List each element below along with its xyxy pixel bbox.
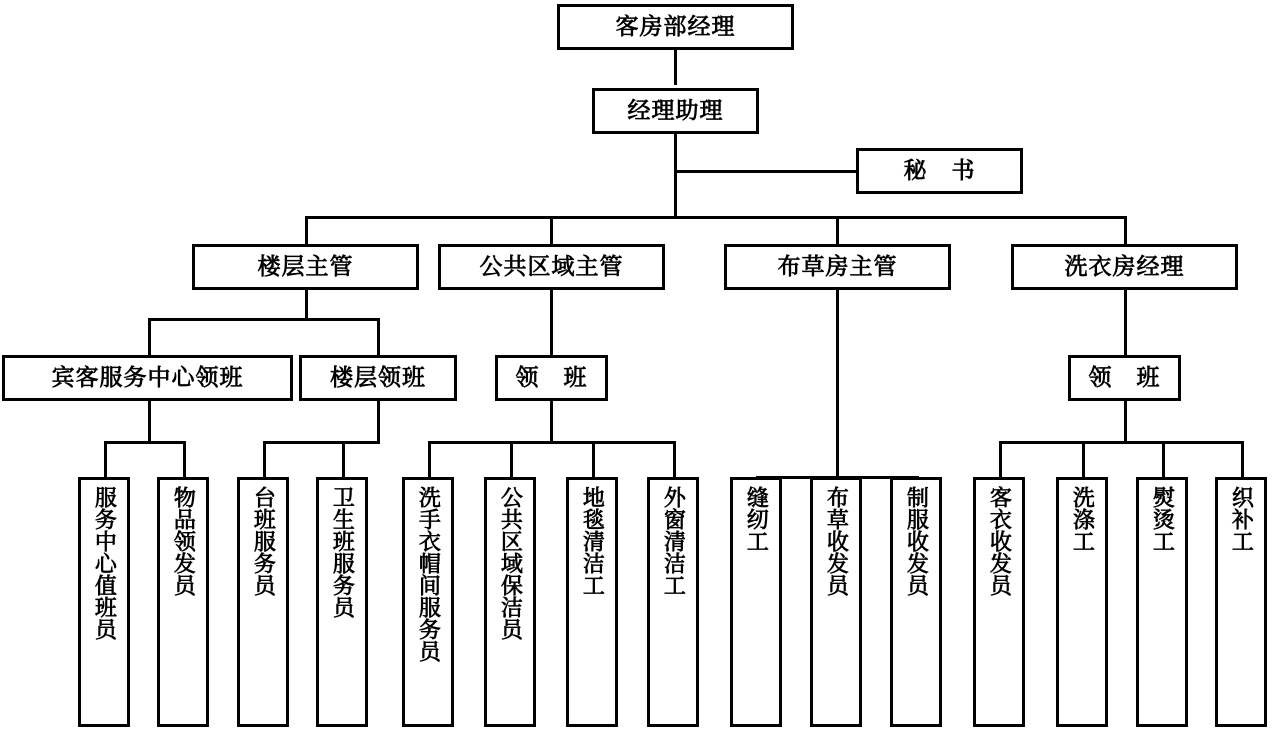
node-sanitation-shift-attendant[interactable]: 卫生班服务员 [316, 477, 368, 727]
connector-drop-guest-clothes-clerk [999, 441, 1002, 477]
connector-guest-center-bus [104, 441, 186, 444]
connector-drop-desk-attendant [263, 441, 266, 477]
connector-drop-washing-worker [1082, 441, 1085, 477]
connector-drop-public-area-supervisor [550, 216, 553, 244]
connector-floor-supervisor-down [305, 290, 308, 320]
connector-floor-leader-down [377, 401, 380, 443]
node-public-area-leader[interactable]: 领 班 [495, 355, 608, 401]
node-floor-supervisor[interactable]: 楼层主管 [192, 244, 419, 290]
connector-drop-sanitation-attendant [342, 441, 345, 477]
node-washroom-cloakroom-attendant[interactable]: 洗手衣帽间服务员 [402, 477, 454, 727]
connector-floor-supervisor-bus [148, 318, 380, 321]
node-public-area-cleaner[interactable]: 公共区域保洁员 [484, 477, 536, 727]
connector-public-leader-bus [428, 441, 676, 444]
node-washing-worker[interactable]: 洗涤工 [1056, 477, 1108, 727]
connector-assistant-down [674, 134, 677, 218]
node-guest-service-center-leader[interactable]: 宾客服务中心领班 [2, 355, 293, 401]
connector-drop-linen-supervisor [836, 216, 839, 244]
connector-drop-ironing-worker [1162, 441, 1165, 477]
node-secretary[interactable]: 秘 书 [856, 148, 1023, 194]
node-public-area-supervisor[interactable]: 公共区域主管 [438, 244, 665, 290]
node-laundry-leader[interactable]: 领 班 [1068, 355, 1181, 401]
connector-drop-guest-center-leader [148, 318, 151, 356]
node-sewing-worker[interactable]: 缝纫工 [730, 477, 782, 727]
node-desk-shift-attendant[interactable]: 台班服务员 [237, 477, 289, 727]
connector-drop-public-cleaner [510, 441, 513, 477]
connector-drop-floor-supervisor [305, 216, 308, 244]
connector-drop-mending-worker [1241, 441, 1244, 477]
connector-assistant-to-secretary [674, 170, 858, 173]
connector-public-area-to-leader [550, 290, 553, 356]
node-laundry-manager[interactable]: 洗衣房经理 [1011, 244, 1238, 290]
connector-linen-down [836, 290, 839, 476]
connector-floor-leader-bus [263, 441, 380, 444]
connector-drop-window-cleaner [673, 441, 676, 477]
node-housekeeping-manager[interactable]: 客房部经理 [557, 4, 794, 50]
node-service-center-duty-officer[interactable]: 服务中心值班员 [78, 477, 130, 727]
node-exterior-window-cleaner[interactable]: 外窗清洁工 [647, 477, 699, 727]
connector-public-leader-down [550, 401, 553, 443]
connector-guest-center-down [148, 401, 151, 443]
node-assistant-manager[interactable]: 经理助理 [592, 88, 759, 134]
node-floor-leader[interactable]: 楼层领班 [299, 355, 457, 401]
node-uniform-distribution-clerk[interactable]: 制服收发员 [890, 477, 942, 727]
connector-drop-supplies-clerk [183, 441, 186, 477]
connector-laundry-leader-bus [999, 441, 1244, 444]
node-mending-worker[interactable]: 织补工 [1215, 477, 1267, 727]
connector-drop-service-center-duty [104, 441, 107, 477]
node-ironing-worker[interactable]: 熨烫工 [1136, 477, 1188, 727]
connector-drop-washroom-attendant [428, 441, 431, 477]
connector-drop-laundry-manager [1124, 216, 1127, 244]
node-linen-room-supervisor[interactable]: 布草房主管 [724, 244, 951, 290]
node-carpet-cleaner[interactable]: 地毯清洁工 [566, 477, 618, 727]
connector-laundry-leader-down [1124, 401, 1127, 443]
connector-drop-carpet-cleaner [592, 441, 595, 477]
connector-level3-bus [305, 216, 1127, 219]
node-linen-distribution-clerk[interactable]: 布草收发员 [810, 477, 862, 727]
connector-manager-to-assistant [674, 50, 677, 85]
node-supplies-distribution-clerk[interactable]: 物品领发员 [157, 477, 209, 727]
connector-laundry-to-leader [1124, 290, 1127, 356]
node-guest-clothing-clerk[interactable]: 客衣收发员 [973, 477, 1025, 727]
connector-drop-floor-leader [377, 318, 380, 356]
